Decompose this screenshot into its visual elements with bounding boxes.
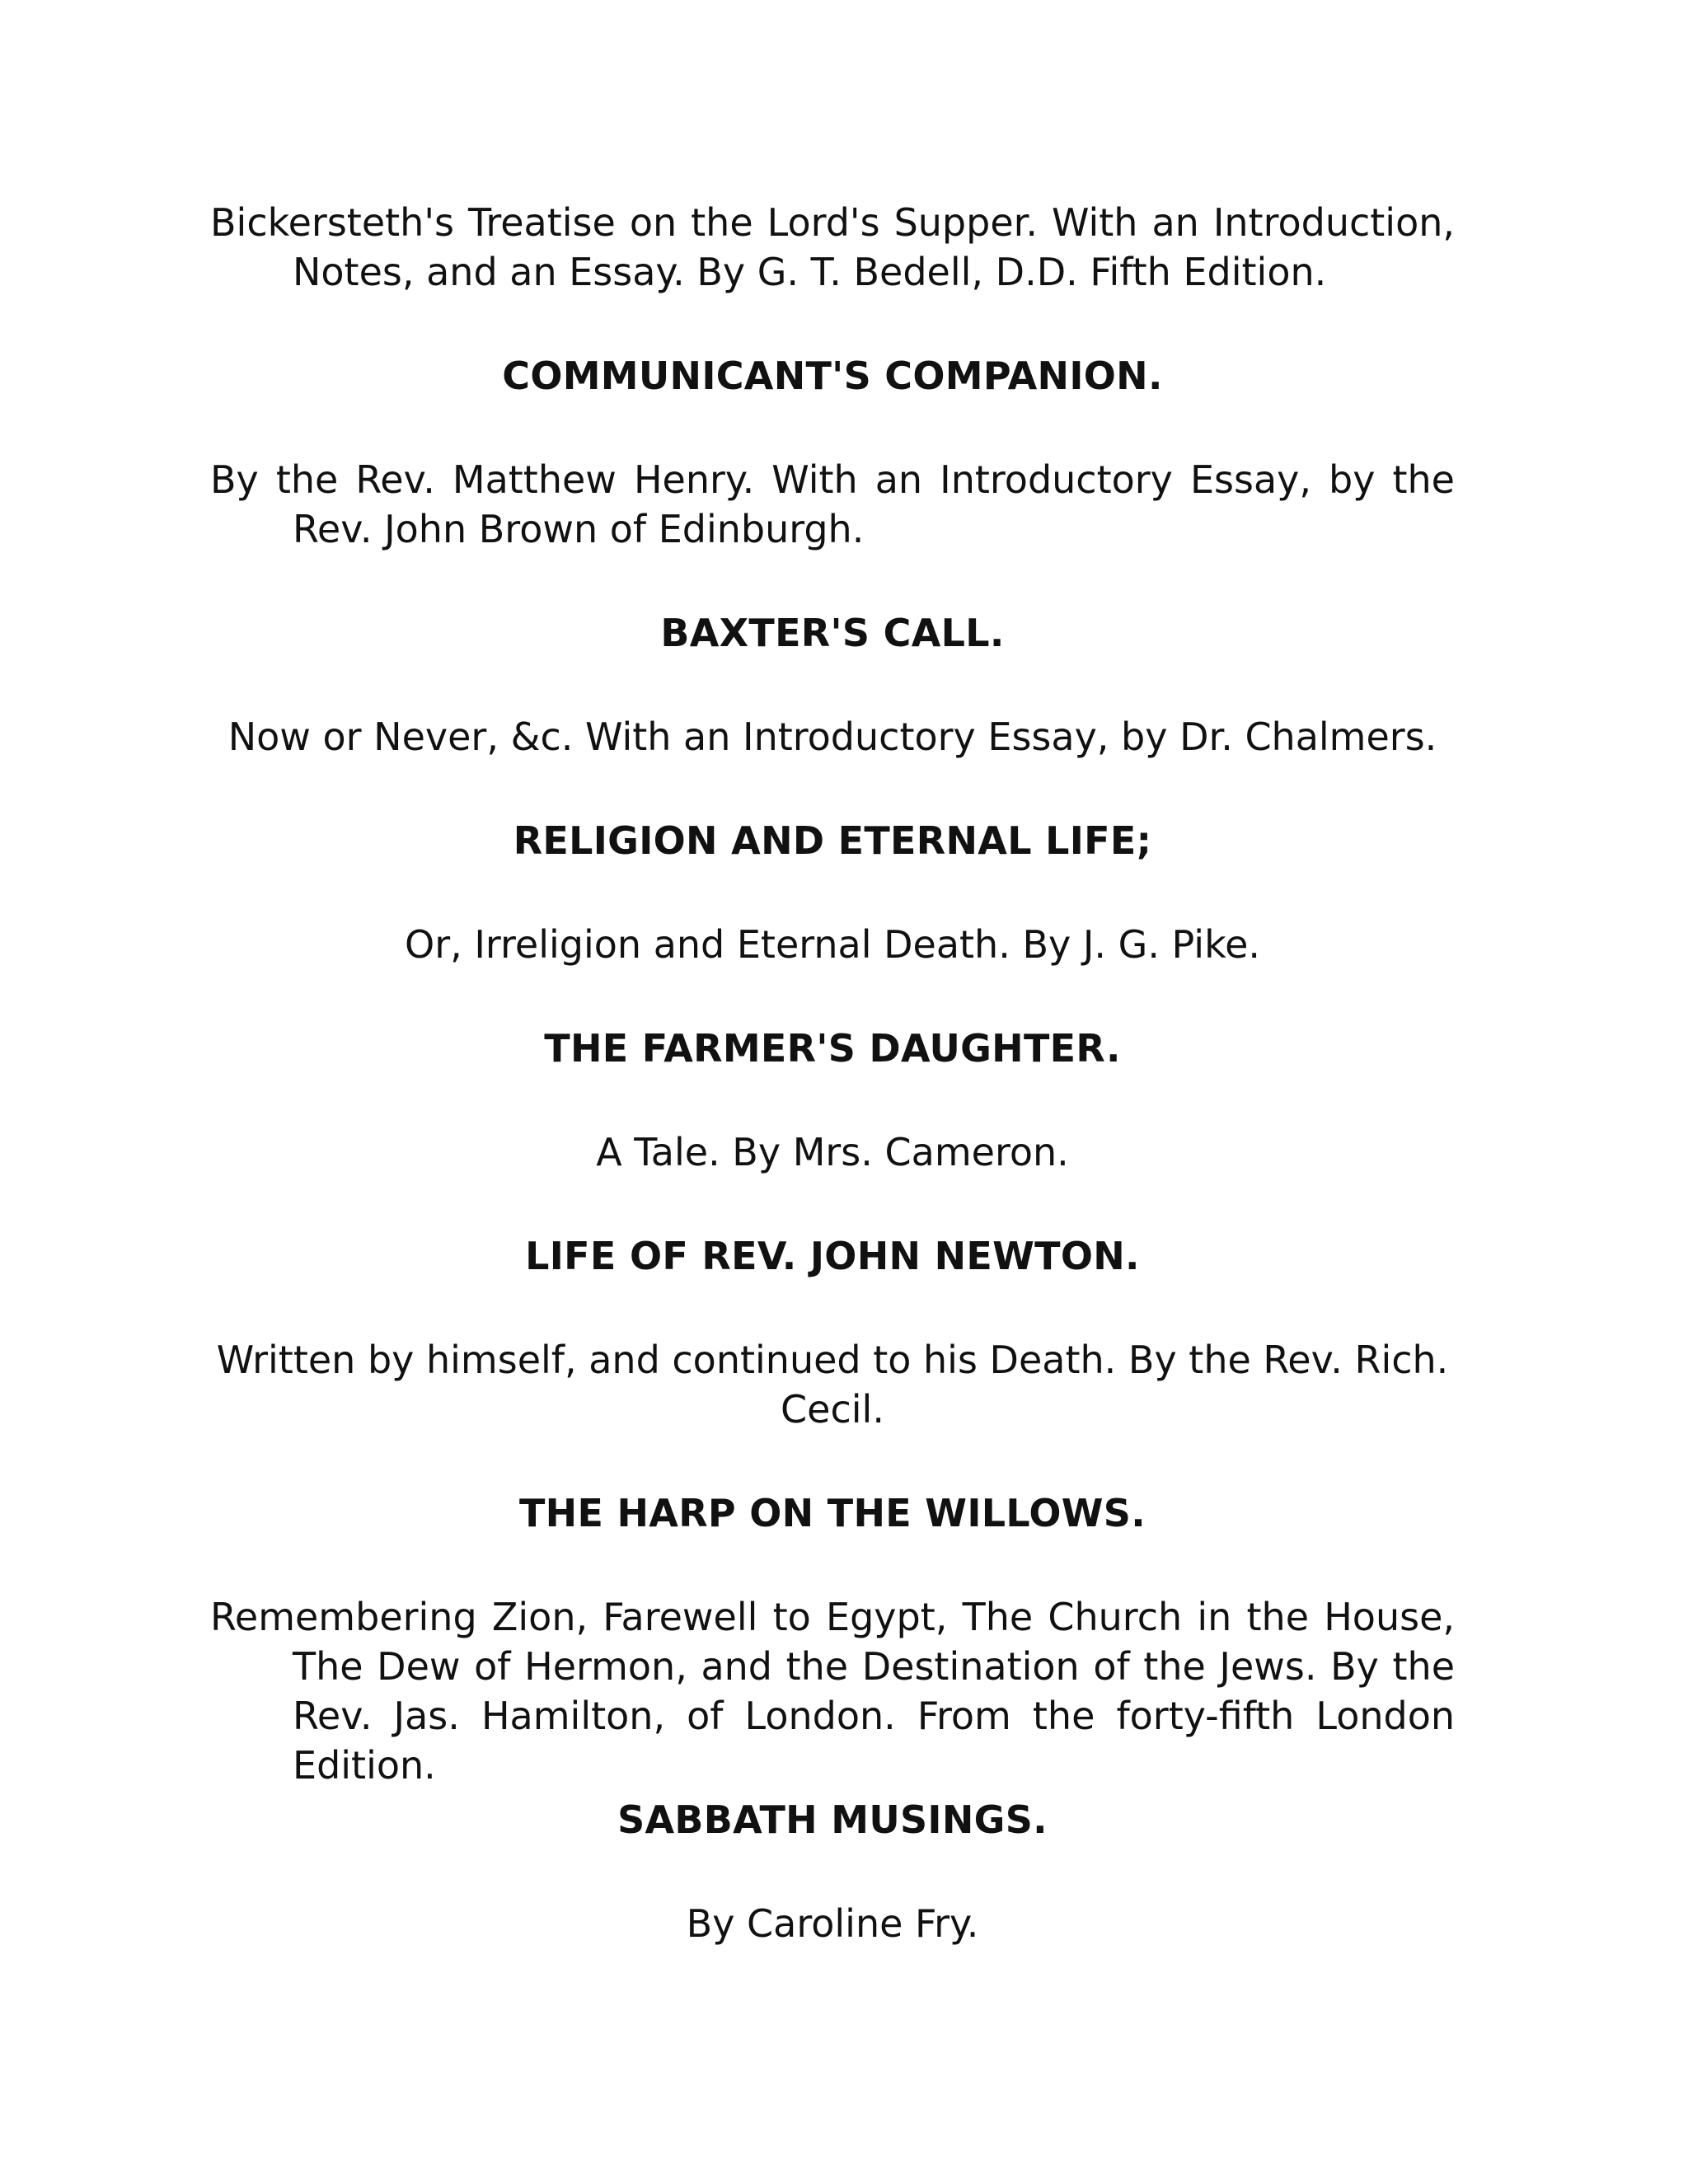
entry-description-religion-eternal-life: Or, Irreligion and Eternal Death. By J. G. Pike. [405, 922, 1260, 967]
entry-heading-communicants-companion: COMMUNICANT'S COMPANION. [502, 354, 1163, 398]
entry-description-baxters-call: Now or Never, &c. With an Introductory Essay, by Dr. Chalmers. [227, 715, 1437, 759]
entry-description-harp-on-willows: Remembering Zion, Farewell to Egypt, The Church in the House, The Dew of Hermon, and the Destination of the Jews. By the Rev. Jas. Hamilton, of London. From the forty-fifth London Edition. [210, 1595, 1455, 1788]
entry-description-bickersteth: Bickersteth's Treatise on the Lord's Supper. With an Introduction, Notes, and an Essay. By G. T. Bedell, D.D. Fifth Edition. [210, 200, 1455, 294]
entry-description-john-newton: Written by himself, and continued to his Death. By the Rev. Rich. Cecil. [216, 1338, 1449, 1432]
entry-heading-farmers-daughter: THE FARMER'S DAUGHTER. [544, 1026, 1121, 1071]
entry-heading-religion-eternal-life: RELIGION AND ETERNAL LIFE; [513, 818, 1152, 863]
entry-description-farmers-daughter: A Tale. By Mrs. Cameron. [596, 1130, 1069, 1174]
entry-heading-john-newton: LIFE OF REV. JOHN NEWTON. [525, 1234, 1140, 1278]
entry-heading-baxters-call: BAXTER'S CALL. [660, 611, 1005, 655]
entry-heading-sabbath-musings: SABBATH MUSINGS. [617, 1797, 1048, 1842]
entry-heading-harp-on-willows: THE HARP ON THE WILLOWS. [519, 1491, 1146, 1535]
entry-description-communicants-companion: By the Rev. Matthew Henry. With an Introductory Essay, by the Rev. John Brown of Edinburgh. [210, 457, 1455, 551]
entry-description-sabbath-musings: By Caroline Fry. [686, 1901, 979, 1946]
